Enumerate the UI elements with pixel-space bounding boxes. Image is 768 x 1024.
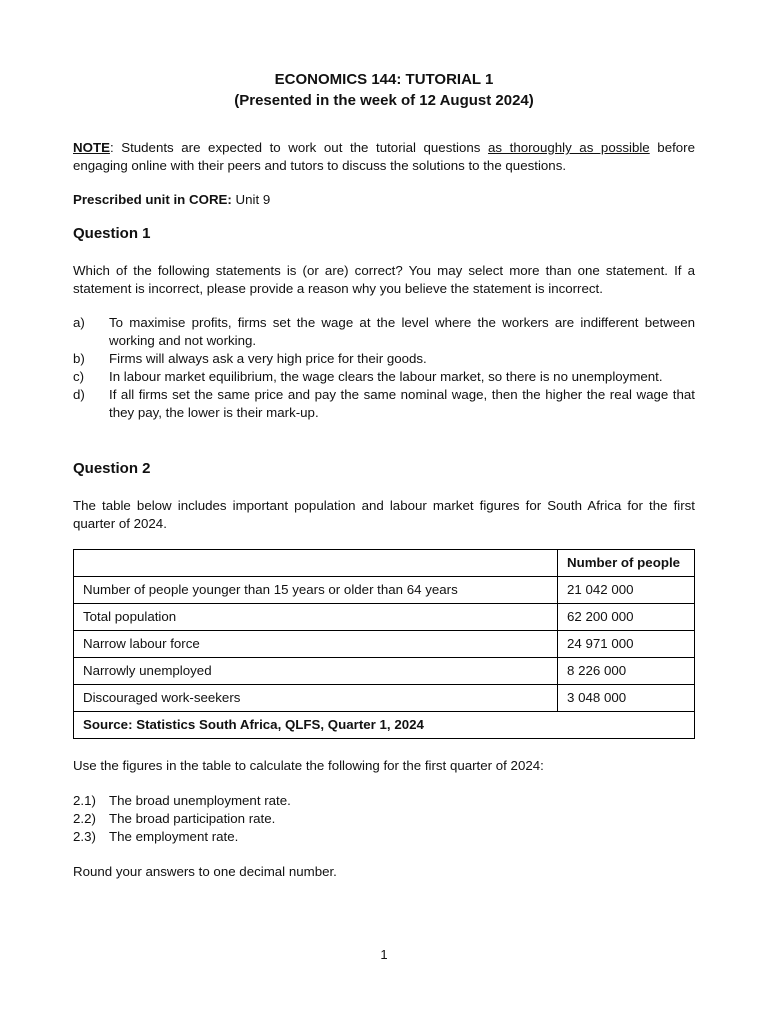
table-header-row <box>74 550 695 577</box>
document-page <box>73 0 695 881</box>
row-label: Total population <box>74 604 558 631</box>
page-number: 1 <box>380 947 388 962</box>
prescribed-value: Unit 9 <box>231 192 271 207</box>
use-figures-text: Use the figures in the table to calculate the following for the first quarter of 2024: <box>73 758 544 773</box>
table-row <box>74 658 695 685</box>
note-label: NOTE <box>73 140 110 155</box>
subquestion-label: 2.3) <box>73 829 96 844</box>
subquestion-text: The employment rate. <box>109 829 239 844</box>
row-value: 24 971 000 <box>558 631 695 658</box>
row-value: 62 200 000 <box>558 604 695 631</box>
table-row <box>74 577 695 604</box>
row-label: Narrow labour force <box>74 631 558 658</box>
list-item <box>73 810 695 828</box>
question-1-heading: Question 1 <box>73 225 151 242</box>
list-item <box>73 386 695 422</box>
subquestion-label: 2.1) <box>73 793 96 808</box>
statement-label: b) <box>73 351 85 366</box>
labour-market-table <box>73 549 695 739</box>
subquestion-list <box>73 792 695 846</box>
subquestion-text: The broad participation rate. <box>109 811 276 826</box>
note-text-after: before engaging online with their peers and tutors to discuss the solutions to the questions. <box>73 140 695 173</box>
statement-text: Firms will always ask a very high price for their goods. <box>109 351 427 366</box>
prescribed-label: Prescribed unit in CORE: <box>73 192 232 207</box>
table-row <box>74 685 695 712</box>
subquestion-label: 2.2) <box>73 811 96 826</box>
statement-label: d) <box>73 387 85 402</box>
row-value: 3 048 000 <box>558 685 695 712</box>
list-item <box>73 314 695 350</box>
list-item <box>73 350 695 368</box>
statement-text: If all firms set the same price and pay the same nominal wage, then the higher the real wage that they pay, the lower is their mark-up. <box>109 387 695 420</box>
note-underlined: as thoroughly as possible <box>488 140 650 155</box>
note-text-before: : Students are expected to work out the tutorial questions <box>109 140 489 155</box>
document-title <box>73 69 695 111</box>
row-value: 8 226 000 <box>558 658 695 685</box>
header-empty-cell <box>74 550 558 577</box>
table-row <box>74 604 695 631</box>
subquestion-text: The broad unemployment rate. <box>109 793 291 808</box>
prescribed-unit <box>73 191 695 209</box>
question-2-intro: The table below includes important population and labour market figures for South Africa for the first quarter of 2024. <box>73 498 695 531</box>
row-value: 21 042 000 <box>558 577 695 604</box>
rounding-instruction: Round your answers to one decimal number. <box>73 864 337 879</box>
table-row <box>74 631 695 658</box>
statement-text: To maximise profits, firms set the wage at the level where the workers are indifferent between working and not working. <box>109 315 695 348</box>
statement-label: a) <box>73 315 85 330</box>
list-item <box>73 368 695 386</box>
question-2-heading: Question 2 <box>73 460 151 477</box>
question-1-intro: Which of the following statements is (or are) correct? You may select more than one statement. If a statement is incorrect, please provide a reason why you believe the statement is incorrect. <box>73 263 695 296</box>
header-cell: Number of people <box>558 550 695 577</box>
title-line-1: ECONOMICS 144: TUTORIAL 1 <box>274 71 494 88</box>
title-line-2: (Presented in the week of 12 August 2024) <box>234 92 534 109</box>
row-label: Discouraged work-seekers <box>74 685 558 712</box>
list-item <box>73 828 695 846</box>
statement-list <box>73 314 695 422</box>
note-paragraph <box>73 139 695 175</box>
row-label: Number of people younger than 15 years or older than 64 years <box>74 577 558 604</box>
table-source: Source: Statistics South Africa, QLFS, Quarter 1, 2024 <box>74 712 695 739</box>
table-source-row <box>74 712 695 739</box>
list-item <box>73 792 695 810</box>
statement-text: In labour market equilibrium, the wage clears the labour market, so there is no unemployment. <box>109 369 663 384</box>
statement-label: c) <box>73 369 85 384</box>
row-label: Narrowly unemployed <box>74 658 558 685</box>
